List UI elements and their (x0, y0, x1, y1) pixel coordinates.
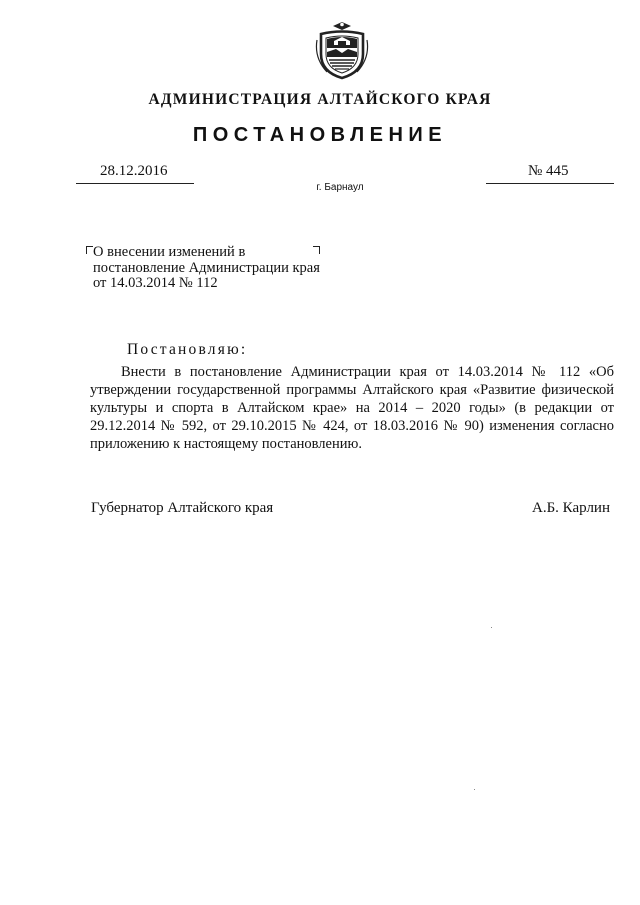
altai-krai-coat-of-arms-icon (315, 20, 369, 80)
document-date: 28.12.2016 (100, 163, 168, 179)
body-text (90, 363, 614, 453)
signer-title: Губернатор Алтайского края (91, 500, 274, 516)
document-type-title: ПОСТАНОВЛЕНИЕ (192, 124, 448, 146)
resolve-heading: Постановляю: (127, 341, 248, 358)
signer-name: А.Б. Карлин (531, 500, 610, 516)
date-field (76, 163, 194, 184)
scan-speck (491, 627, 492, 628)
number-field (486, 163, 614, 184)
organization-title: АДМИНИСТРАЦИЯ АЛТАЙСКОГО КРАЯ (148, 91, 492, 108)
document-number: № 445 (528, 163, 569, 179)
scan-speck (474, 789, 475, 790)
city: г. Барнаул (316, 182, 364, 193)
body-paragraph: Внести в постановление Администрации края от 14.03.2014 № 112 «Об утверждении государственной программы Алтайского края «Развитие физической культуры и спорта в Алтайском крае» на 2014 – 2020 годы» (в редакции от 29.12.2014 № 592, от 29.10.2015 № 424, от 18.03.2016 № 90) изменения согласно приложению к настоящему постановлению. (90, 364, 614, 452)
subject-bracket-left (86, 246, 93, 254)
document-subject: О внесении изменений в постановление Администрации края от 14.03.2014 № 112 (93, 244, 320, 291)
